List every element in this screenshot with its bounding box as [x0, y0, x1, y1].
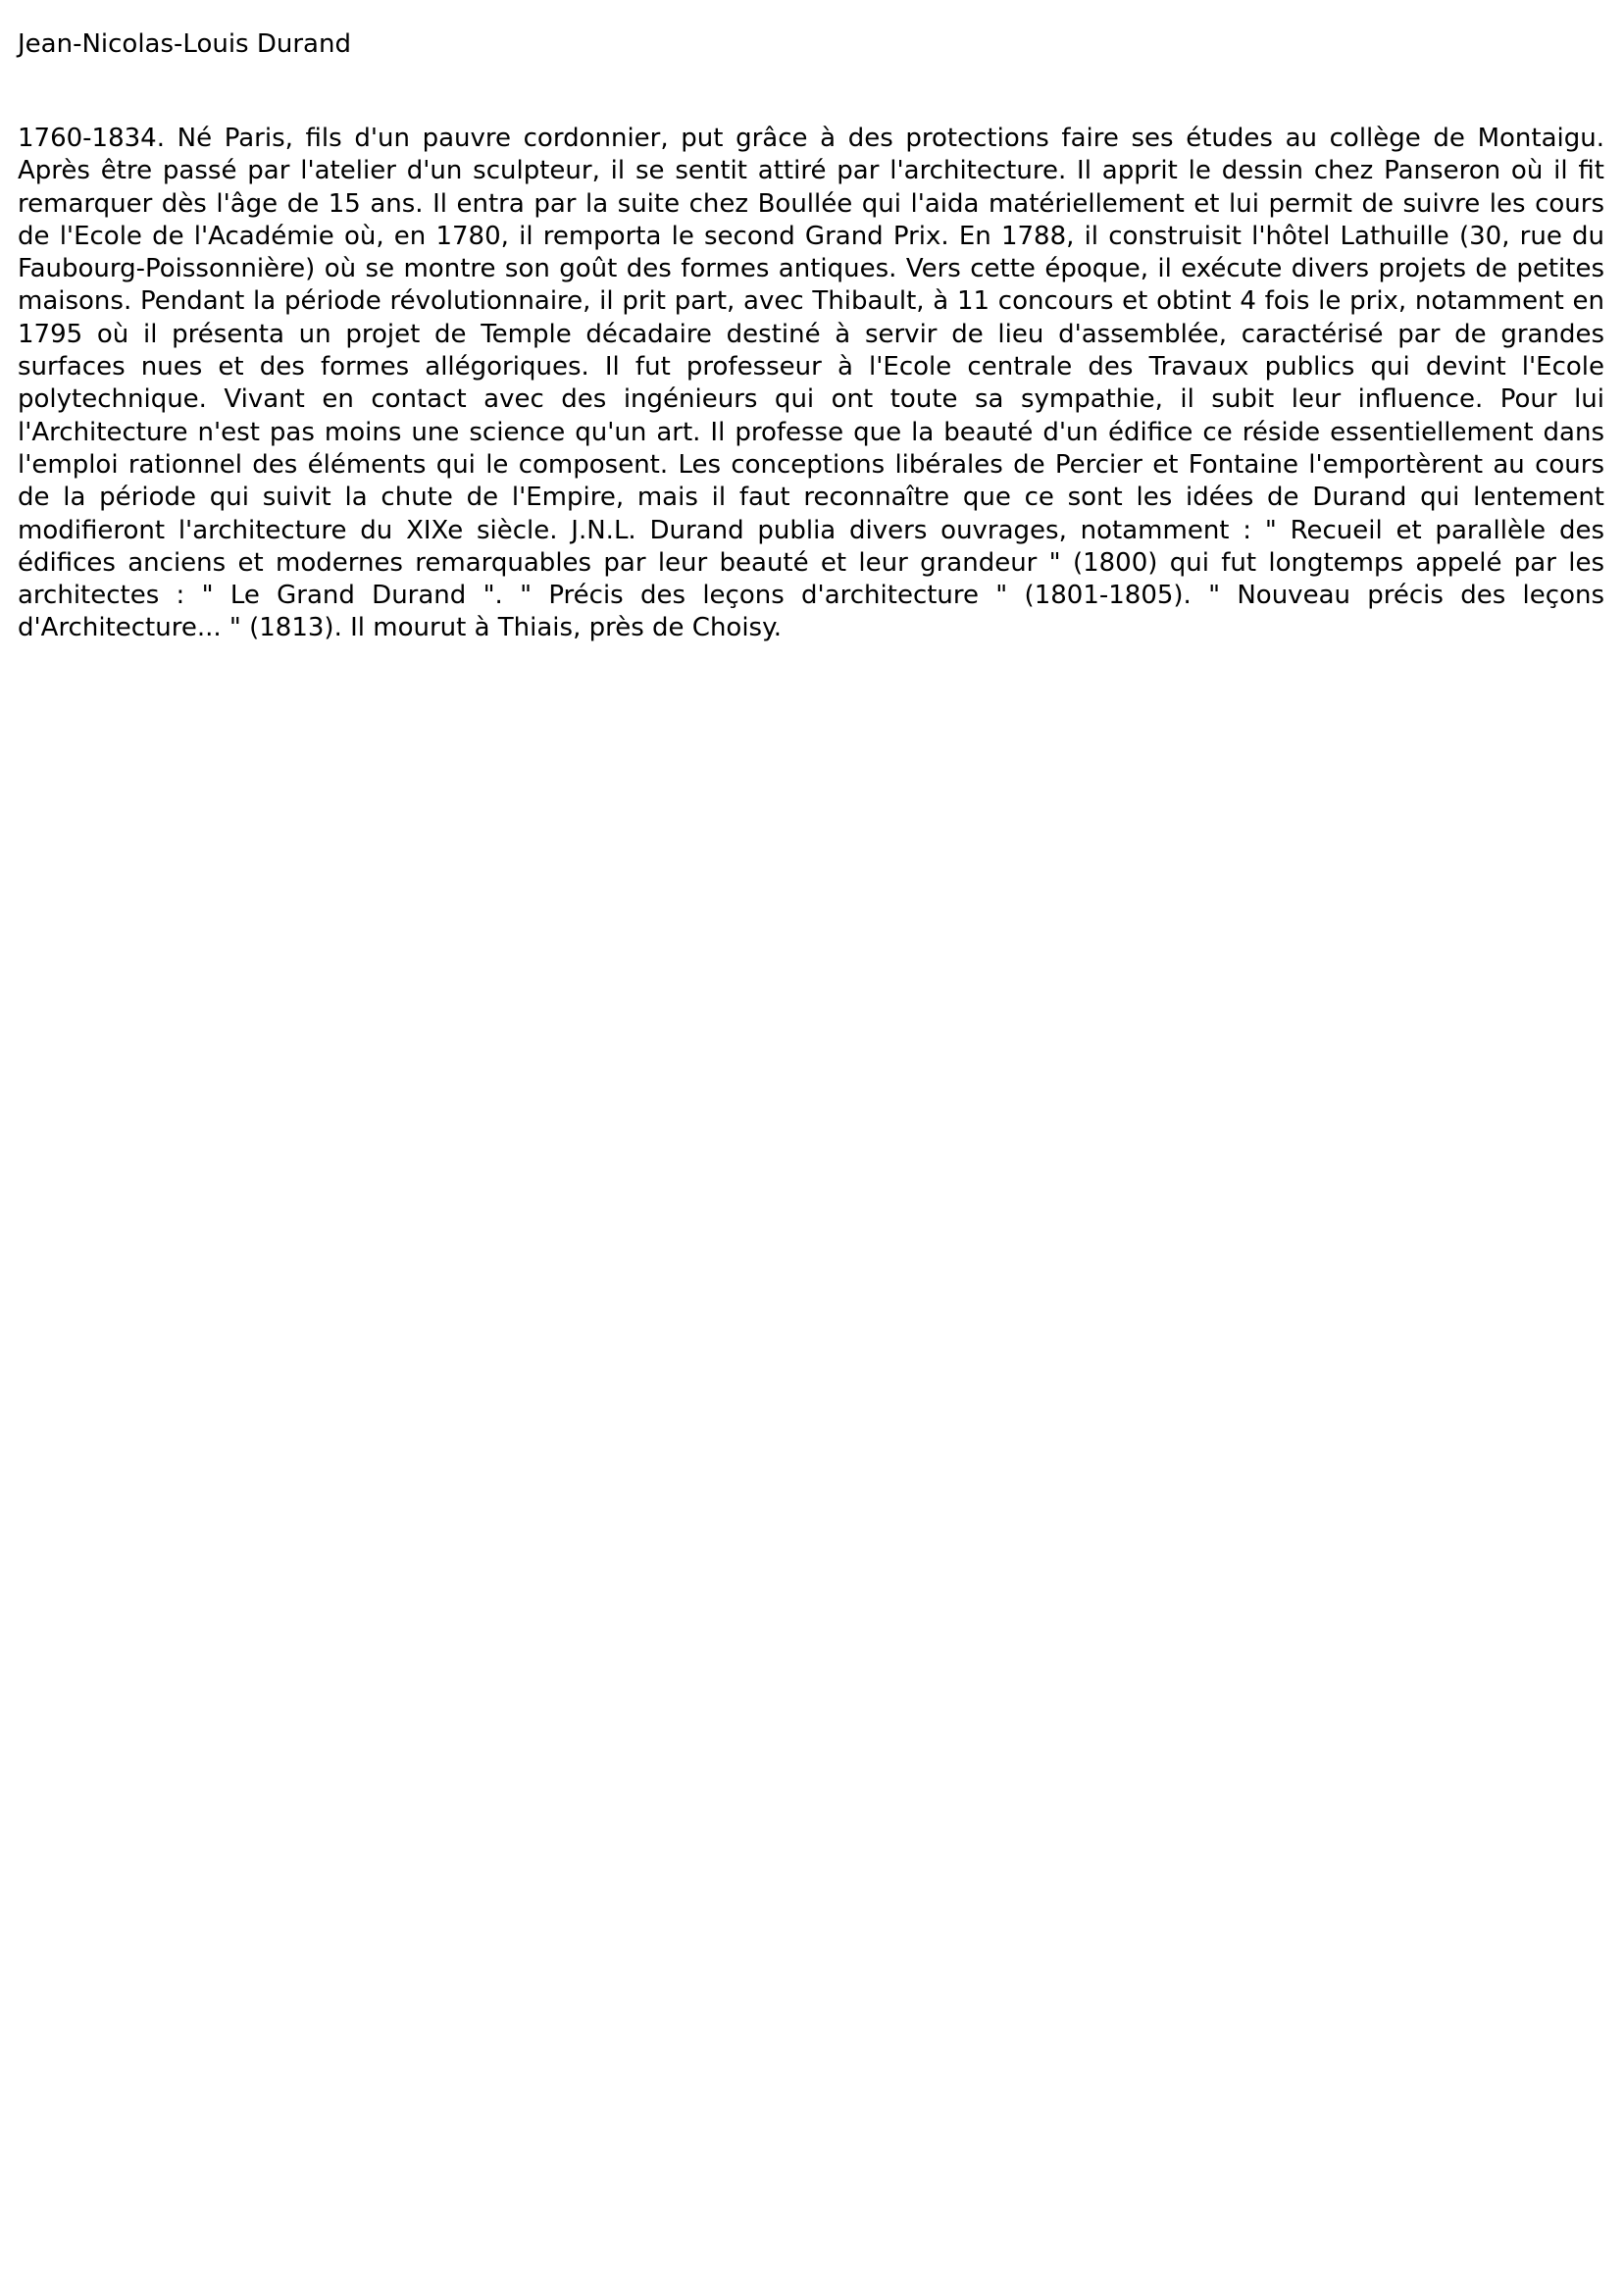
document-title: Jean-Nicolas-Louis Durand [18, 29, 351, 59]
biography-paragraph: 1760-1834. Né Paris, fils d'un pauvre cordonnier, put grâce à des protections faire ses études au collège de Montaigu. Après être passé par l'atelier d'un sculpteur, il se sentit attiré par l'architecture. Il apprit le dessin chez Panseron où il fit remarquer dès l'âge de 15 ans. Il entra par la suite chez Boullée qui l'aida matériellement et lui permit de suivre les cours de l'Ecole de l'Académie où, en 1780, il remporta le second Grand Prix. En 1788, il construisit l'hôtel Lathuille (30, rue du Faubourg-Poissonnière) où se montre son goût des formes antiques. Vers cette époque, il exécute divers projets de petites maisons. Pendant la période révolutionnaire, il prit part, avec Thibault, à 11 concours et obtint 4 fois le prix, notamment en 1795 où il présenta un projet de Temple décadaire destiné à servir de lieu d'assemblée, caractérisé par de grandes surfaces nues et des formes allégoriques. Il fut professeur à l'Ecole centrale des Travaux publics qui devint l'Ecole polytechnique. Vivant en contact avec des ingénieurs qui ont toute sa sympathie, il subit leur influence. Pour lui l'Architecture n'est pas moins une science qu'un art. Il professe que la beauté d'un édifice ce réside essentiellement dans l'emploi rationnel des éléments qui le composent. Les conceptions libérales de Percier et Fontaine l'emportèrent au cours de la période qui suivit la chute de l'Empire, mais il faut reconnaître que ce sont les idées de Durand qui lentement modifieront l'architecture du XIXe siècle. J.N.L. Durand publia divers ouvrages, notamment : " Recueil et parallèle des édifices anciens et modernes remarquables par leur beauté et leur grandeur " (1800) qui fut longtemps appelé par les architectes : " Le Grand Durand ". " Précis des leçons d'architecture " (1801-1805). " Nouveau précis des leçons d'Architecture... " (1813). Il mourut à Thiais, près de Choisy. [18, 124, 1604, 643]
